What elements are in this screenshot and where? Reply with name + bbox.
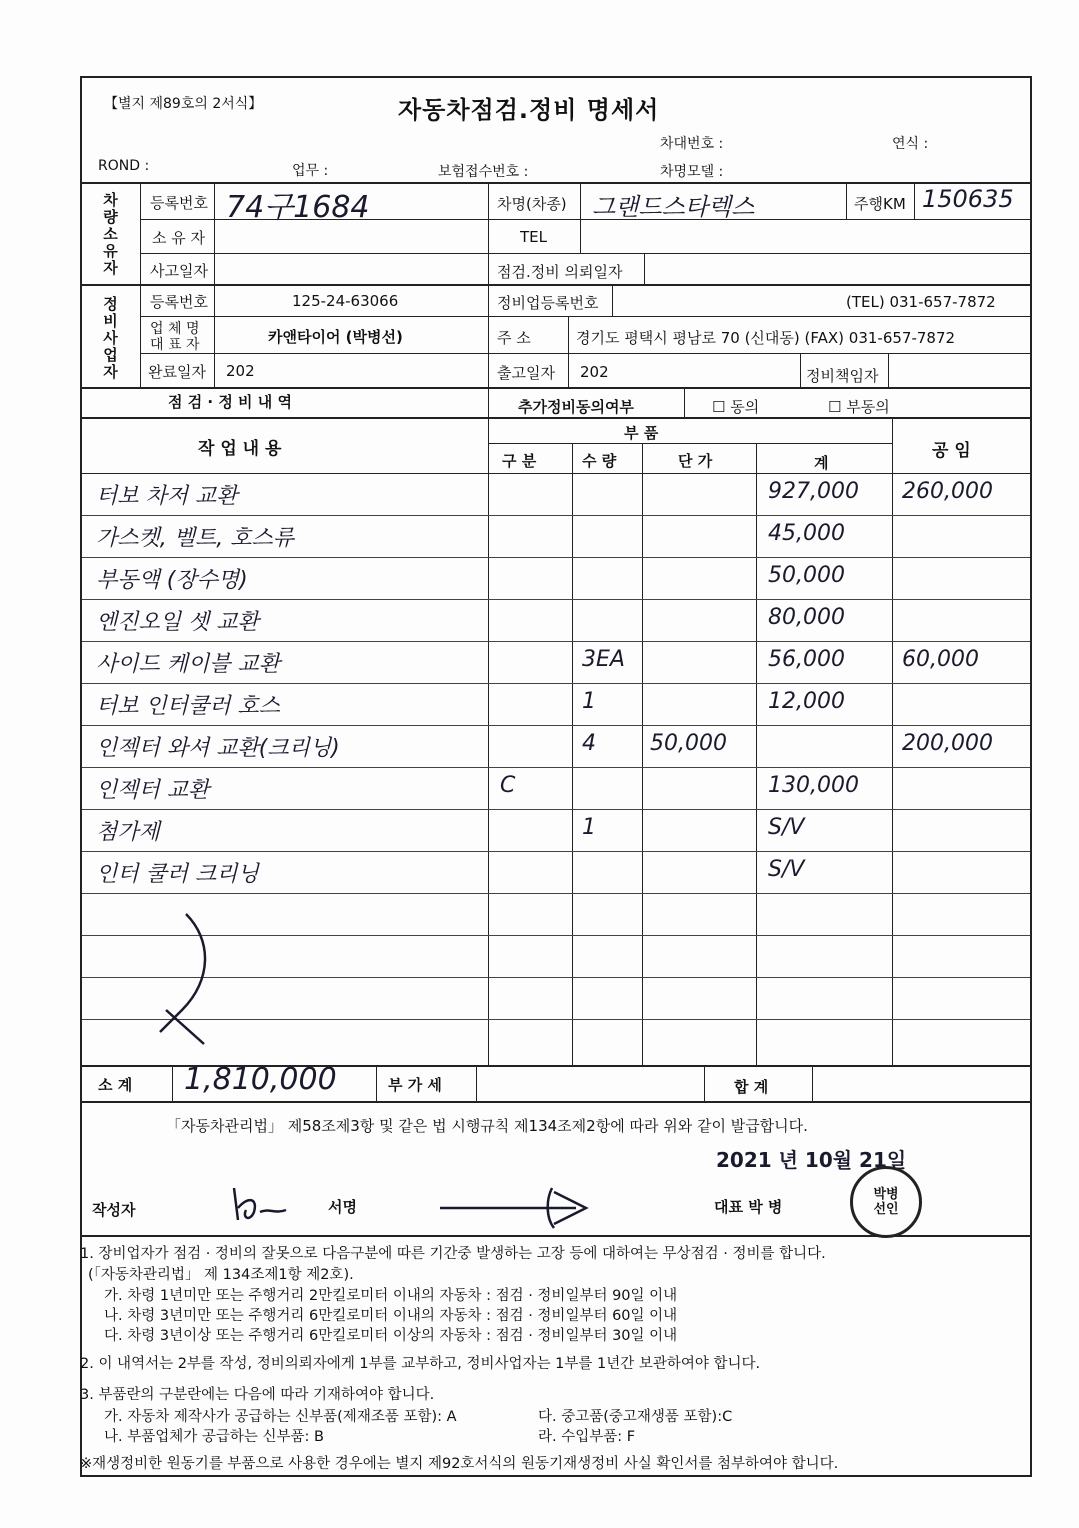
note-regenerated: ※재생정비한 원동기를 부품으로 사용한 경우에는 별지 제92호서식의 원동기재생정비 사실 확인서를 첨부하여야 합니다. [80,1456,839,1472]
bohum-label: 보험접수번호 : [438,164,529,180]
work-row-content: 인젝터 교환 [96,778,210,803]
work-row-total: 927,000 [768,479,859,504]
subtotal-label: 소 계 [98,1076,133,1094]
closing-pen-mark [152,910,232,1050]
note-3: 3. 부품란의 구분란에는 다음에 따라 기재하여야 합니다. [80,1387,435,1403]
work-section-label: 점 검 · 정 비 내 역 [168,393,292,411]
col-qty: 수 량 [582,452,617,470]
work-row-divider [82,515,1030,516]
note-3-na: 나. 부품업체가 공급하는 신부품: B [104,1429,324,1445]
company-seal [850,1166,922,1238]
work-row-unit-price: 50,000 [650,731,727,756]
biz-tel-value: (TEL) 031-657-7872 [846,293,996,311]
car-name-value: 그랜드스타렉스 [592,193,755,221]
frame-left [80,76,82,1477]
km-value: 150635 [922,185,1014,213]
work-row-total: 50,000 [768,563,845,588]
work-row-total: 80,000 [768,605,845,630]
upmu-label: 업무 : [292,163,329,179]
note-1: 1. 장비업자가 점검 · 정비의 잘못으로 다음구분에 따른 기간중 발생하는 고장 등에 대하여는 무상점검 · 정비를 합니다. [80,1246,826,1262]
work-row-divider [82,557,1030,558]
work-row-content: 터보 인터쿨러 호스 [96,694,281,719]
work-row-total: 45,000 [768,521,845,546]
col-total: 계 [814,454,829,472]
release-date-label: 출고일자 [497,364,555,382]
work-row-qty: 3EA [582,647,625,672]
biz-reg-no-label: 등록번호 [150,293,208,311]
release-date-value: 202 [580,363,609,381]
work-row-divider [82,893,1030,894]
work-row-divider [82,851,1030,852]
vehicle-reg-no-label: 등록번호 [150,194,208,212]
representative-name: 대표 박 병 [714,1198,783,1216]
work-row-total: S/V [768,857,805,882]
complete-date-value: 202 [226,362,255,380]
note-1-ga: 가. 차령 1년미만 또는 주행거리 2만킬로미터 이내의 자동차 : 점검 · 정비일부터 90일 이내 [104,1288,678,1304]
work-row-total: 12,000 [768,689,845,714]
seal-text: 박병선인 [873,1187,899,1217]
total-label: 합 계 [734,1078,769,1096]
note-3-ga: 가. 자동차 제작사가 공급하는 신부품(제재조품 포함): A [104,1409,457,1425]
handwritten-signature [436,1184,600,1230]
work-row-labor: 200,000 [902,731,993,756]
author-label: 작성자 [92,1201,136,1219]
issue-date: 2021 년 10월 21일 [716,1148,907,1172]
note-1-ref: (「자동차관리법」 제 134조제1항 제2호). [88,1267,354,1283]
work-row-total: S/V [768,815,805,840]
frame-top [80,76,1032,78]
work-row-content: 엔진오일 셋 교환 [96,610,259,635]
subtotal-value: 1,810,000 [184,1062,337,1097]
tel-label: TEL [520,228,547,246]
work-row-divider [82,809,1030,810]
representative-label: 대 표 자 [150,337,200,353]
work-row-qty: 1 [582,815,596,840]
address-label: 주 소 [497,329,531,347]
business-section-label: 정비사업자 [101,296,119,381]
owner-label: 소 유 자 [152,229,206,247]
document-title: 자동차점검.정비 명세서 [398,96,660,124]
vehicle-section-label: 차량소유자 [101,192,119,277]
note-3-ra: 라. 수입부품: F [538,1429,636,1445]
chamyeong-label: 차명모델 : [660,164,724,180]
rond-label: ROND : [98,158,150,174]
complete-date-label: 완료일자 [148,363,206,381]
work-row-total: 130,000 [768,773,859,798]
vehicle-reg-no-value: 74구1684 [226,190,370,225]
work-row-divider [82,725,1030,726]
manager-label: 정비책임자 [806,367,879,385]
work-row-divider [82,599,1030,600]
frame-right [1030,76,1032,1477]
author-signature [224,1178,304,1228]
work-row-content: 가스켓, 벨트, 호스류 [96,526,294,551]
address-value: 경기도 평택시 평남로 70 (신대동) (FAX) 031-657-7872 [576,329,956,347]
closing-pen-stroke [160,914,205,1044]
work-row-divider [82,641,1030,642]
car-name-label: 차명(차종) [497,195,567,213]
frame-bottom [80,1475,1032,1477]
yeonsik-label: 연식 : [892,136,929,152]
sign-label: 서명 [328,1198,357,1216]
issue-statement: 「자동차관리법」 제58조제3항 및 같은 법 시행규칙 제134조제2항에 따라 위와 같이 발급합니다. [166,1117,808,1135]
col-gubun: 구 분 [502,452,537,470]
form-reference: 【별지 제89호의 2서식】 [104,96,263,112]
work-row-total: 56,000 [768,647,845,672]
note-1-na: 나. 차령 3년미만 또는 주행거리 6만킬로미터 이내의 자동차 : 점검 · 정비일부터 60일 이내 [104,1308,678,1324]
company-value: 카앤타이어 (박병선) [268,328,403,346]
work-row-content: 인터 쿨러 크리닝 [96,862,259,887]
consent-label: 추가정비동의여부 [518,398,634,416]
parts-header: 부 품 [624,424,659,442]
work-row-content: 사이드 케이블 교환 [96,652,281,677]
vat-label: 부 가 세 [388,1076,442,1094]
work-row-qty: 4 [582,731,596,756]
note-3-da: 다. 중고품(중고재생품 포함):C [538,1409,733,1425]
work-row-content: 인젝터 와셔 교환(크리닝) [96,736,340,761]
consent-agree-checkbox[interactable]: ☐ 동의 [712,398,760,416]
consent-disagree-checkbox[interactable]: ☐ 부동의 [828,398,890,416]
work-row-labor: 260,000 [902,479,993,504]
work-row-qty: 1 [582,689,596,714]
request-date-label: 점검.정비 의뢰일자 [497,263,623,281]
work-row-content: 부동액 (장수명) [96,568,248,593]
km-label: 주행KM [854,195,906,213]
col-labor: 공 임 [932,441,971,461]
work-row-divider [82,767,1030,768]
note-1-da: 다. 차령 3년이상 또는 주행거리 6만킬로미터 이상의 자동차 : 점검 · 정비일부터 30일 이내 [104,1328,678,1344]
work-row-content: 첨가제 [96,820,160,845]
content-header: 작 업 내 용 [198,439,282,459]
accident-date-label: 사고일자 [150,262,208,280]
biz-reg-no-value: 125-24-63066 [292,292,399,310]
note-2: 2. 이 내역서는 2부를 작성, 정비의뢰자에게 1부를 교부하고, 정비사업자는 1부를 1년간 보관하여야 합니다. [80,1356,761,1372]
work-row-gubun: C [500,773,516,798]
chadae-label: 차대번호 : [660,136,724,152]
col-unit-price: 단 가 [678,452,713,470]
work-row-labor: 60,000 [902,647,979,672]
biz-registration-label: 정비업등록번호 [497,294,599,312]
company-label: 업 체 명 [150,321,200,337]
work-row-divider [82,683,1030,684]
work-row-content: 터보 차저 교환 [96,484,238,509]
